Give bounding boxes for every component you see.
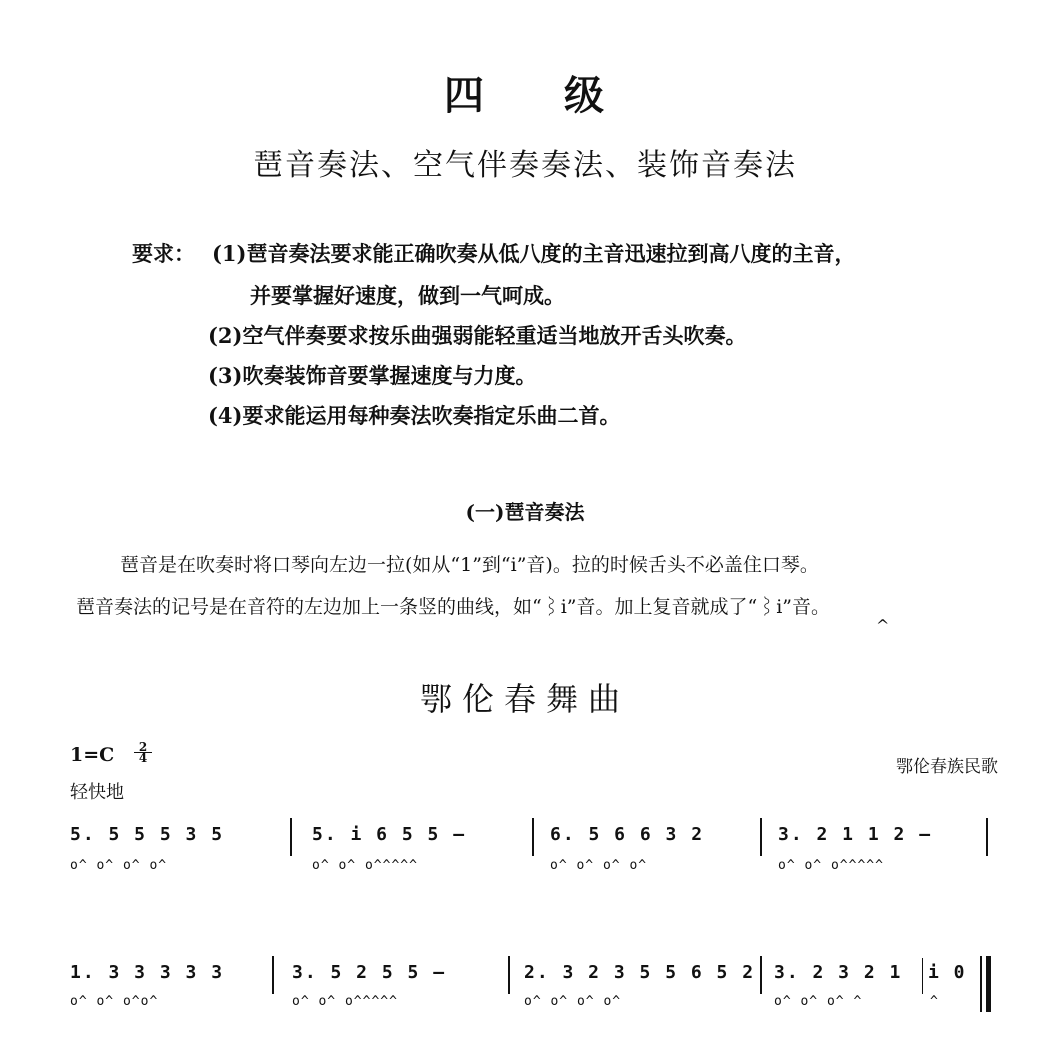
time-signature-top: 2 xyxy=(134,742,152,753)
section-paragraph-1: 琶音是在吹奏时将口琴向左边一拉(如从“1”到“i”音)。拉的时候舌头不必盖住口琴。 xyxy=(120,554,819,576)
line2-measure2-blows: o^ o^ o^^^^^ xyxy=(292,994,398,1009)
line1-measure4-blows: o^ o^ o^^^^^ xyxy=(778,858,884,873)
level-title xyxy=(0,64,1050,121)
line1-measure1-notes: 5. 5 5 5 3 5 xyxy=(70,824,225,845)
barline xyxy=(760,956,762,994)
tempo-marking: 轻快地 xyxy=(70,782,124,803)
barline xyxy=(290,818,292,856)
time-signature-bottom: 4 xyxy=(138,751,148,765)
requirement-1-continued: 并要掌握好速度，做到一气呵成。 xyxy=(250,283,565,308)
line2-measure5-notes: i 0 xyxy=(928,962,967,983)
barline xyxy=(508,956,510,994)
page-subtitle: 琶音奏法、空气伴奏奏法、装饰音奏法 xyxy=(253,148,797,183)
level-title-part2: 级 xyxy=(564,72,606,119)
requirement-1: (1)琶音奏法要求能正确吹奏从低八度的主音迅速拉到高八度的主音， xyxy=(212,241,856,266)
section-paragraph-2: 琶音奏法的记号是在音符的左边加上一条竖的曲线，如“⌇i”音。加上复音就成了“⌇i”音。 xyxy=(76,596,831,618)
barline xyxy=(986,818,988,856)
line2-measure1-notes: 1. 3 3 3 3 3 xyxy=(70,962,225,983)
line1-measure3-notes: 6. 5 6 6 3 2 xyxy=(550,824,705,845)
line2-measure4-notes: 3. 2 3 2 1 xyxy=(774,962,903,983)
line1-measure2-notes: 5. i 6 5 5 – xyxy=(312,824,467,845)
line2-measure2-notes: 3. 5 2 5 5 – xyxy=(292,962,447,983)
final-barline-thick xyxy=(986,956,991,1012)
barline xyxy=(532,818,534,856)
level-title-part1: 四 xyxy=(444,72,486,119)
composer-credit: 鄂伦春族民歌 xyxy=(896,757,998,777)
arpeggio-mark xyxy=(922,958,923,994)
line2-measure1-blows: o^ o^ o^o^ xyxy=(70,994,159,1009)
time-signature xyxy=(134,742,152,763)
key-signature: 1=C xyxy=(70,744,115,766)
requirement-3: (3)吹奏装饰音要掌握速度与力度。 xyxy=(208,363,537,388)
line1-measure1-blows: o^ o^ o^ o^ xyxy=(70,858,168,873)
line2-measure4-blows: o^ o^ o^ ^ xyxy=(774,994,863,1009)
barline xyxy=(272,956,274,994)
barline xyxy=(760,818,762,856)
line1-measure4-notes: 3. 2 1 1 2 – xyxy=(778,824,933,845)
song-title: 鄂伦春舞曲 xyxy=(419,680,630,718)
final-barline-thin xyxy=(980,956,982,1012)
line2-measure3-blows: o^ o^ o^ o^ xyxy=(524,994,622,1009)
requirements-label: 要求： xyxy=(132,241,195,266)
chord-accent-mark: ^ xyxy=(876,616,890,635)
section-title: (一)琶音奏法 xyxy=(465,500,585,524)
line1-measure2-blows: o^ o^ o^^^^^ xyxy=(312,858,418,873)
requirement-2: (2)空气伴奏要求按乐曲强弱能轻重适当地放开舌头吹奏。 xyxy=(208,323,747,348)
line2-measure3-notes: 2. 3 2 3 5 5 6 5 2 xyxy=(524,962,756,983)
line1-measure3-blows: o^ o^ o^ o^ xyxy=(550,858,648,873)
line2-measure5-blows: ^ xyxy=(930,994,939,1009)
requirement-4: (4)要求能运用每种奏法吹奏指定乐曲二首。 xyxy=(208,403,621,428)
